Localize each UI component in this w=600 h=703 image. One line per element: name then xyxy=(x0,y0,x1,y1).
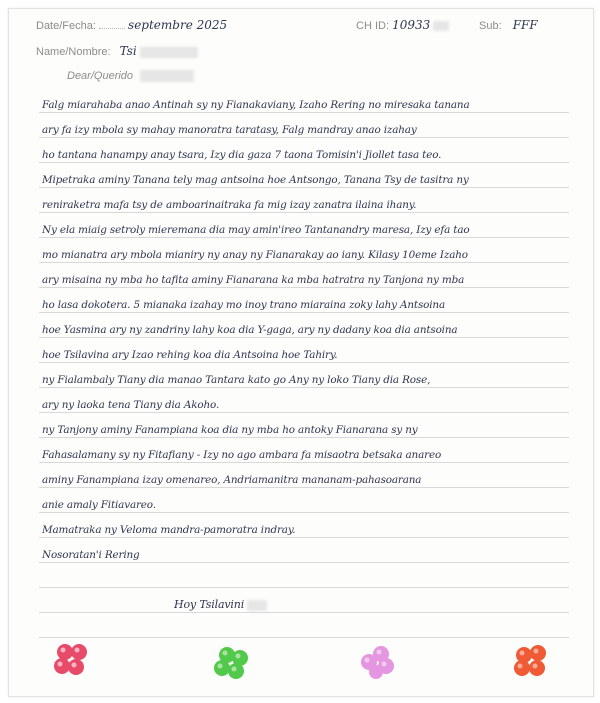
letter-line: Mamatraka ny Veloma mandra-pamoratra indray. xyxy=(42,524,296,536)
rule xyxy=(39,287,569,288)
rule xyxy=(39,312,569,313)
date-dots xyxy=(99,28,125,29)
rule xyxy=(39,512,569,513)
chid-label: CH ID: xyxy=(356,20,389,32)
letter-page xyxy=(8,8,594,697)
letter-line: ny Tanjony aminy Fanampiana koa dia ny mba ho antoky Fianarana sy ny xyxy=(42,424,418,436)
closing-text: Hoy Tsilavini xyxy=(174,598,245,611)
date-field xyxy=(36,18,227,32)
rule xyxy=(39,462,569,463)
rule xyxy=(39,212,569,213)
rule xyxy=(39,637,569,638)
name-value: Tsi xyxy=(119,44,137,58)
chid-field xyxy=(356,18,449,32)
rule xyxy=(39,262,569,263)
chid-value: 10933 xyxy=(392,18,431,32)
redacted-dear xyxy=(140,70,194,82)
pink-flower-icon xyxy=(354,642,400,682)
dear-label: Dear/Querido xyxy=(67,70,134,82)
letter-line: hoe Yasmina ary ny zandriny lahy koa dia Y-gaga, ary ny dadany koa dia antsoina xyxy=(42,324,458,336)
red-flower-icon xyxy=(49,639,95,679)
name-label: Name/Nombre: xyxy=(36,46,111,58)
redacted-name xyxy=(140,47,198,58)
rule xyxy=(39,437,569,438)
letter-line: Ny ela miaig setroly mieremana dia may amin'ireo Tantanandry maresa, Izy efa tao xyxy=(42,224,470,236)
rule xyxy=(39,137,569,138)
sub-label: Sub: xyxy=(479,20,502,32)
rule xyxy=(39,337,569,338)
rule xyxy=(39,187,569,188)
letter-line: ny Fialambaly Tiany dia manao Tantara kato go Any ny loko Tiany dia Rose, xyxy=(42,374,431,386)
date-value: septembre 2025 xyxy=(128,18,228,32)
dear-field xyxy=(67,70,194,82)
date-label: Date/Fecha: xyxy=(36,20,96,32)
rule xyxy=(39,237,569,238)
rule xyxy=(39,612,569,613)
rule xyxy=(39,487,569,488)
letter-line: ary misaina ny mba ho tafita aminy Fianarana ka mba hatratra ny Tanjona ny mba xyxy=(42,274,465,286)
closing-signature xyxy=(174,598,374,612)
rule xyxy=(39,112,569,113)
letter-line: aminy Fanampiana izay omenareo, Andriamanitra mananam-pahasoarana xyxy=(42,474,422,486)
rule xyxy=(39,587,569,588)
letter-line: Falg miarahaba anao Antinah sy ny Fianakaviany, Izaho Rering no miresaka tanana xyxy=(42,99,470,111)
rule xyxy=(39,362,569,363)
rule xyxy=(39,562,569,563)
rule xyxy=(39,537,569,538)
sub-field xyxy=(479,18,538,32)
letter-line: anie amaly Fitiavareo. xyxy=(42,499,156,511)
rule xyxy=(39,412,569,413)
letter-line: ho lasa dokotera. 5 mianaka izahay mo inoy trano miaraina zoky lahy Antsoina xyxy=(42,299,446,311)
letter-line: Fahasalamany sy ny Fitafiany - Izy no ago ambara fa misaotra betsaka anareo xyxy=(42,449,442,461)
green-flower-icon xyxy=(209,643,255,683)
orange-flower-icon xyxy=(509,641,555,681)
redacted-chid xyxy=(433,21,449,31)
rule xyxy=(39,162,569,163)
letter-line: ary ny laoka tena Tiany dia Akoho. xyxy=(42,399,220,411)
redacted-signature xyxy=(247,600,267,611)
letter-line: Mipetraka aminy Tanana tely mag antsoina hoe Antsongo, Tanana Tsy de tasitra ny xyxy=(42,174,469,186)
letter-line: hoe Tsilavina ary Izao rehing koa dia Antsoina hoe Tahiry. xyxy=(42,349,338,361)
letter-line: mo mianatra ary mbola mianiry ny anay ny Fianarakay ao iany. Kilasy 10eme Izaho xyxy=(42,249,468,261)
letter-line: Nosoratan'i Rering xyxy=(42,549,140,561)
rule xyxy=(39,387,569,388)
letter-line: ho tantana hanampy anay tsara, Izy dia gaza 7 taona Tomisin'i Jiollet tasa teo. xyxy=(42,149,442,161)
letter-line: reniraketra mafa tsy de amboarinaitraka fa mig izay zanatra ilaina ihany. xyxy=(42,199,417,211)
letter-line: ary fa izy mbola sy mahay manoratra taratasy, Falg mandray anao izahay xyxy=(42,124,417,136)
sub-value: FFF xyxy=(512,18,538,32)
name-field xyxy=(36,44,198,58)
